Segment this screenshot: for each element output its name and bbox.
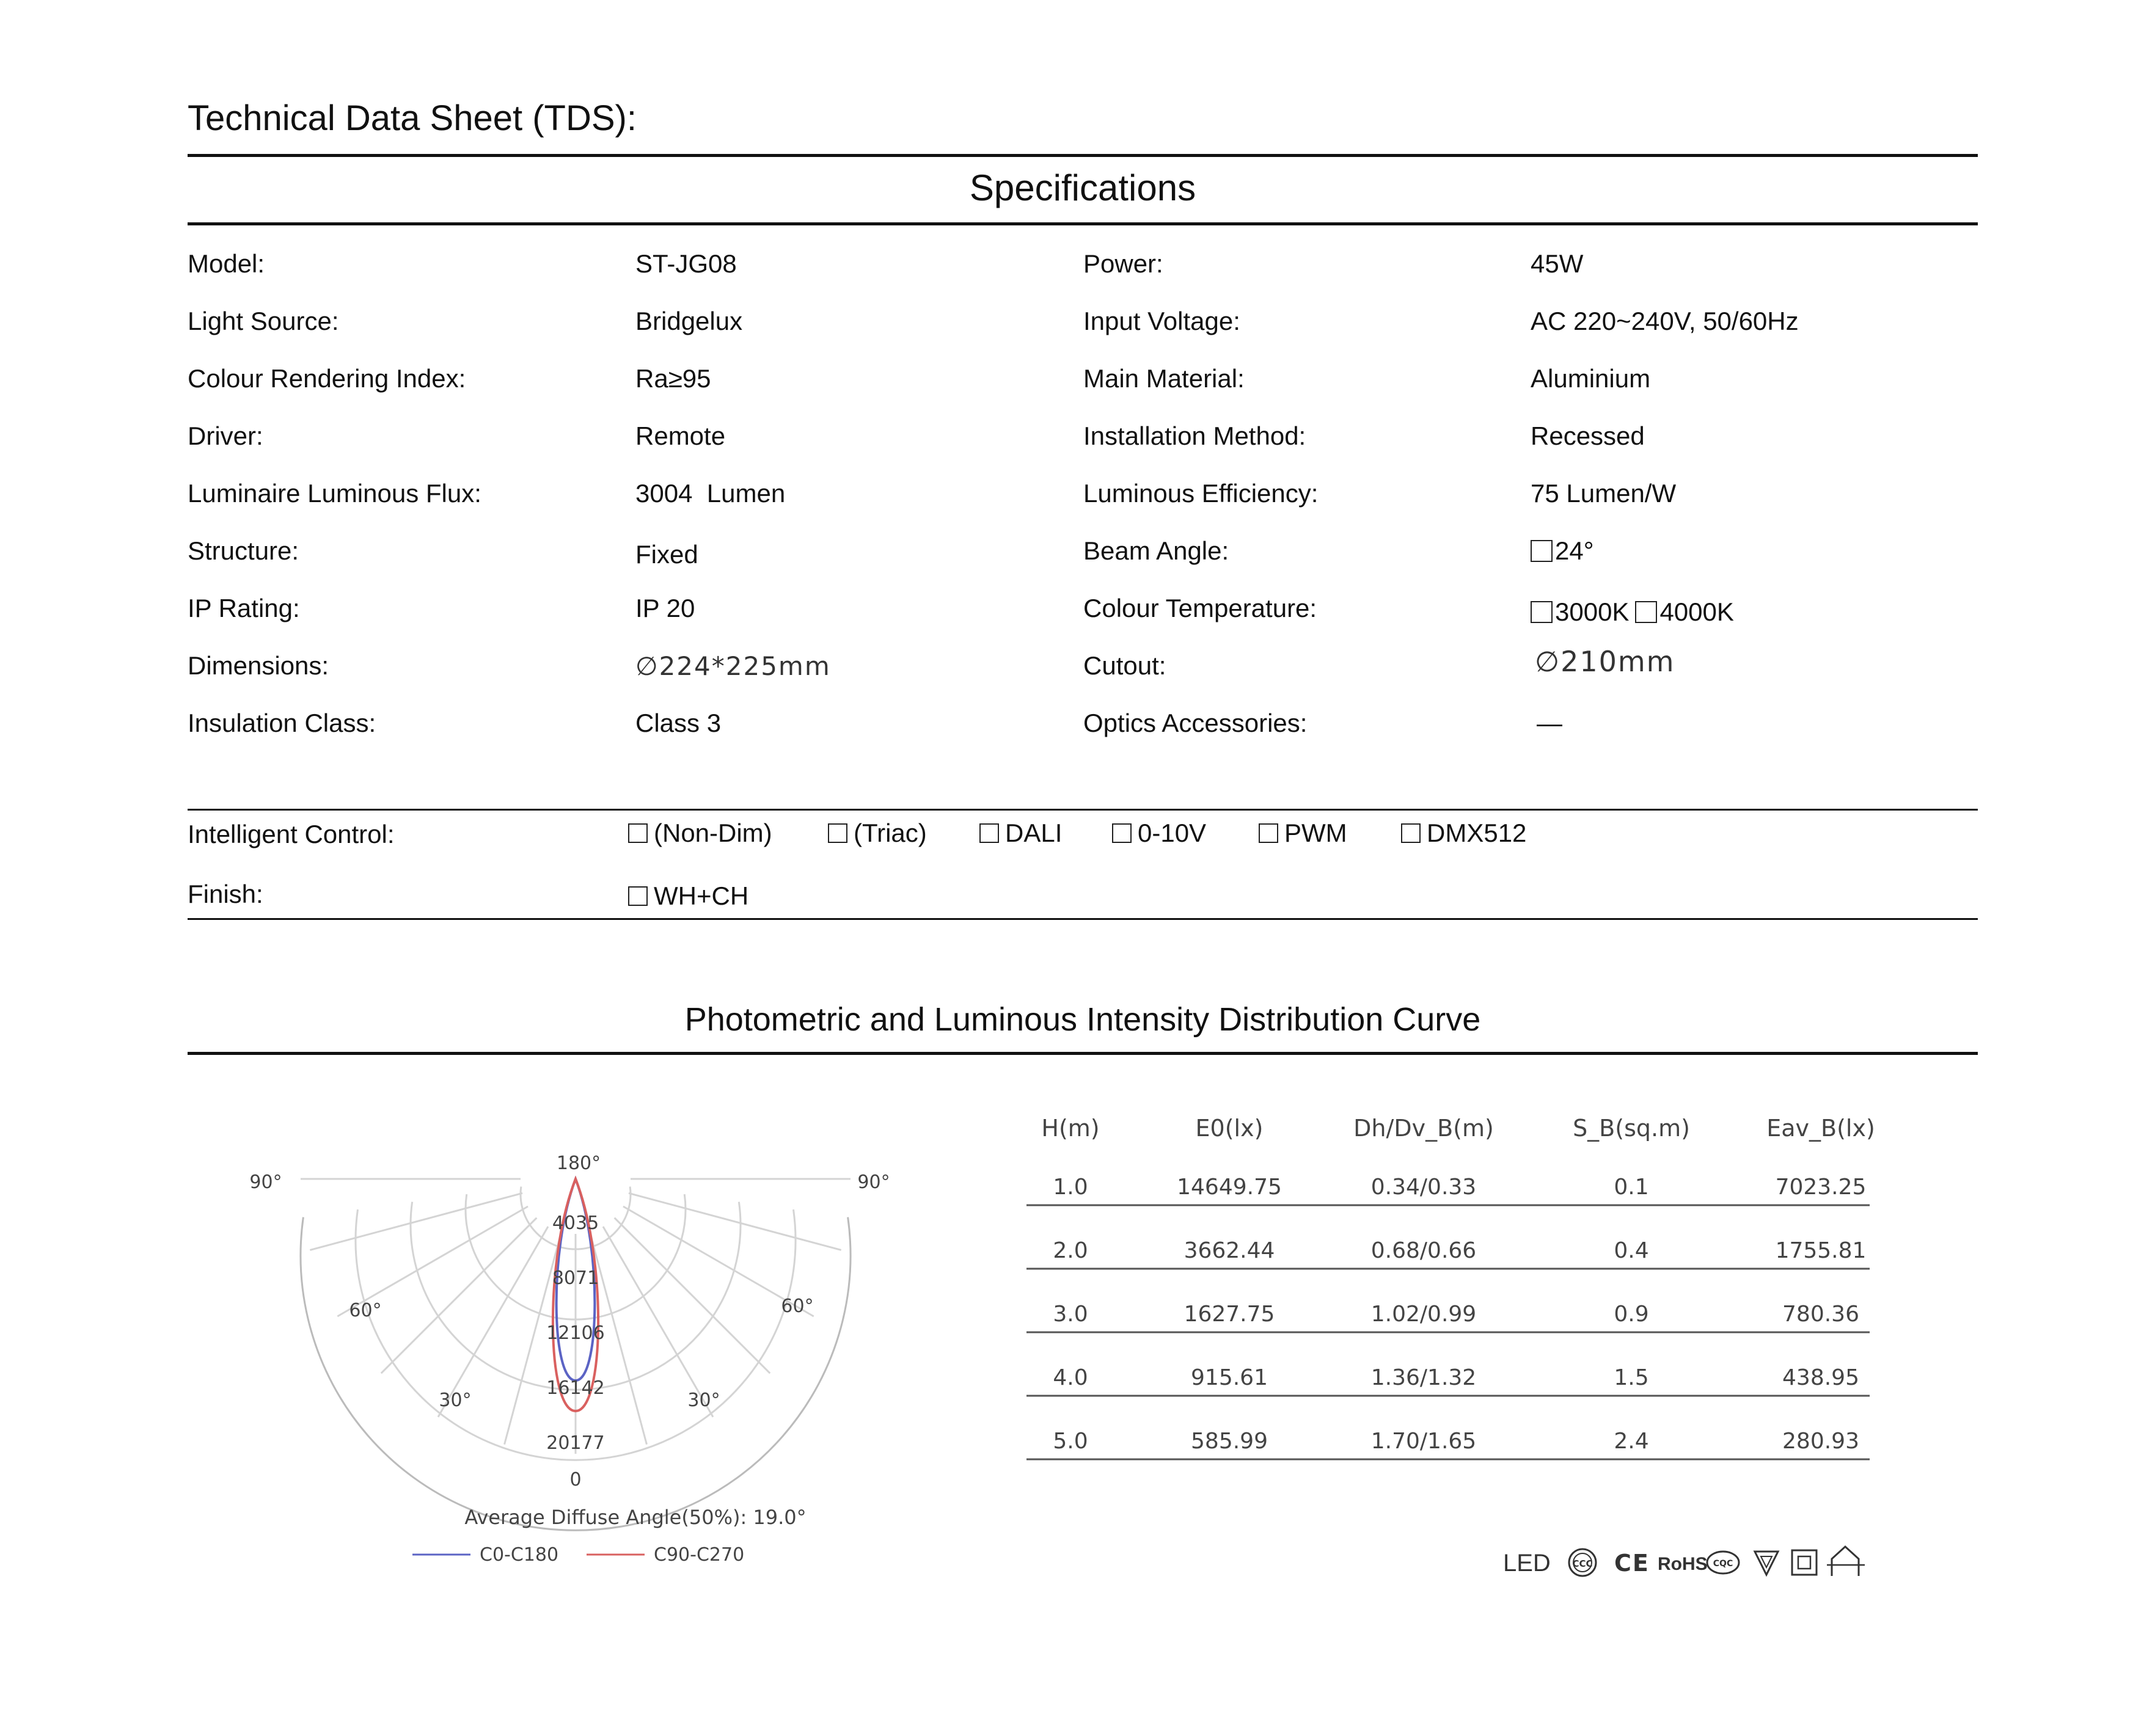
angle-label-0: 0: [569, 1469, 582, 1490]
specifications-divider: [188, 222, 1978, 225]
table-cell-e0: 585.99: [1191, 1429, 1268, 1454]
control-non-dim-checkbox[interactable]: [628, 823, 648, 843]
spec-value-optics-accessories: —: [1537, 709, 1562, 737]
angle-label-right-30: 30°: [687, 1390, 720, 1411]
angle-label-180: 180°: [556, 1153, 601, 1174]
finish-wh-ch-checkbox[interactable]: [628, 886, 648, 906]
spec-value-cri: Ra≥95: [635, 364, 711, 393]
spec-value-model: ST-JG08: [635, 249, 737, 278]
table-cell-dh-dv: 0.68/0.66: [1370, 1238, 1477, 1263]
spec-label-structure: Structure:: [188, 536, 299, 565]
control-dali-checkbox[interactable]: [979, 823, 999, 843]
control-pwm-label: PWM: [1284, 819, 1347, 847]
table-cell-eav: 7023.25: [1775, 1175, 1867, 1200]
polar-radial-line: [603, 1227, 713, 1417]
angle-label-right-90: 90°: [857, 1172, 890, 1193]
illuminance-table: [1026, 1100, 1882, 1478]
control-triac-checkbox[interactable]: [828, 823, 847, 843]
ring-label-4: 16142: [546, 1377, 605, 1399]
beam-angle-checkbox[interactable]: [1531, 540, 1553, 562]
spec-label-colour-temperature: Colour Temperature:: [1083, 594, 1317, 622]
table-cell-dh-dv: 1.70/1.65: [1370, 1429, 1477, 1454]
cqc-icon: [1707, 1552, 1739, 1574]
ce-icon: CE: [1614, 1550, 1650, 1577]
document-title: Technical Data Sheet (TDS):: [188, 98, 637, 138]
spec-value-colour-temp-3000k: 3000K: [1555, 597, 1630, 626]
table-row: [1026, 1238, 1870, 1269]
spec-value-beam-angle: 24°: [1555, 536, 1594, 565]
table-cell-s-b: 0.9: [1614, 1302, 1649, 1327]
rohs-icon: RoHS: [1658, 1554, 1708, 1574]
control-option-triac[interactable]: [828, 819, 927, 848]
control-option-pwm[interactable]: [1259, 819, 1347, 848]
table-cell-eav: 438.95: [1782, 1365, 1859, 1390]
table-row: [1026, 1175, 1870, 1205]
table-header-h: H(m): [1041, 1115, 1100, 1142]
table-cell-h: 5.0: [1053, 1429, 1088, 1454]
table-header-eav: Eav_B(lx): [1766, 1115, 1875, 1142]
spec-label-optics-accessories: Optics Accessories:: [1083, 709, 1308, 737]
angle-label-left-30: 30°: [439, 1390, 472, 1411]
intelligent-control-label: Intelligent Control:: [188, 820, 395, 848]
table-row: [1026, 1302, 1870, 1332]
polar-radial-line: [615, 1218, 770, 1374]
spec-value-luminous-efficiency: 75 Lumen/W: [1531, 479, 1677, 508]
angle-label-left-90: 90°: [249, 1172, 282, 1193]
spec-label-luminous-flux: Luminaire Luminous Flux:: [188, 479, 481, 508]
control-0-10v-label: 0-10V: [1138, 819, 1207, 847]
spec-label-main-material: Main Material:: [1083, 364, 1245, 393]
legend-label-c90-c270: C90-C270: [654, 1544, 745, 1566]
spec-value-cutout: ∅210mm: [1535, 645, 1675, 678]
spec-label-model: Model:: [188, 249, 265, 278]
ring-label-2: 8071: [552, 1267, 599, 1289]
spec-label-power: Power:: [1083, 249, 1163, 278]
spec-value-power: 45W: [1531, 249, 1584, 278]
ring-label-1: 4035: [552, 1213, 599, 1234]
polar-radial-line: [310, 1193, 522, 1250]
spec-value-main-material: Aluminium: [1531, 364, 1651, 393]
photometric-title: Photometric and Luminous Intensity Distribution Curve: [684, 1001, 1481, 1038]
table-header-dh-dv: Dh/Dv_B(m): [1353, 1115, 1494, 1142]
finish-option-wh-ch[interactable]: [628, 881, 748, 911]
spec-label-insulation-class: Insulation Class:: [188, 709, 376, 737]
cert-led: LED: [1503, 1550, 1551, 1577]
polar-distribution-chart: [232, 1100, 929, 1600]
table-cell-e0: 915.61: [1191, 1365, 1268, 1390]
table-cell-eav: 780.36: [1782, 1302, 1859, 1327]
table-header-row: [1041, 1115, 1875, 1142]
polar-radial-line: [629, 1193, 841, 1250]
table-cell-s-b: 0.1: [1614, 1175, 1649, 1200]
spec-label-luminous-efficiency: Luminous Efficiency:: [1083, 479, 1319, 508]
spec-label-ip-rating: IP Rating:: [188, 594, 300, 622]
spec-label-input-voltage: Input Voltage:: [1083, 307, 1240, 335]
table-cell-h: 2.0: [1053, 1238, 1088, 1263]
table-header-s-b: S_B(sq.m): [1573, 1115, 1690, 1142]
angle-label-left-60: 60°: [349, 1300, 382, 1321]
spec-label-light-source: Light Source:: [188, 307, 339, 335]
spec-value-luminous-flux: 3004 Lumen: [635, 479, 786, 508]
colour-temp-4000k-checkbox[interactable]: [1635, 601, 1657, 623]
double-insulation-icon: [1792, 1550, 1817, 1575]
spec-label-dimensions: Dimensions:: [188, 651, 329, 680]
table-cell-dh-dv: 1.02/0.99: [1370, 1302, 1477, 1327]
control-0-10v-checkbox[interactable]: [1112, 823, 1132, 843]
control-dmx512-label: DMX512: [1427, 819, 1527, 847]
spec-value-colour-temp-4000k: 4000K: [1659, 597, 1734, 626]
control-dmx512-checkbox[interactable]: [1401, 823, 1421, 843]
triangle-mark-icon: [1755, 1552, 1778, 1575]
spec-value-input-voltage: AC 220~240V, 50/60Hz: [1531, 307, 1799, 335]
indoor-use-icon: [1827, 1547, 1865, 1576]
spec-label-driver: Driver:: [188, 421, 263, 450]
table-cell-s-b: 2.4: [1614, 1429, 1649, 1454]
polar-radial-line: [438, 1227, 548, 1417]
table-cell-eav: 1755.81: [1775, 1238, 1867, 1263]
spec-label-cri: Colour Rendering Index:: [188, 364, 466, 393]
spec-value-installation-method: Recessed: [1531, 421, 1645, 450]
table-row: [1026, 1429, 1870, 1459]
table-cell-s-b: 0.4: [1614, 1238, 1649, 1263]
table-cell-dh-dv: 0.34/0.33: [1370, 1175, 1477, 1200]
table-cell-dh-dv: 1.36/1.32: [1370, 1365, 1477, 1390]
ccc-icon: [1569, 1549, 1596, 1576]
photometric-divider: [188, 1052, 1978, 1055]
table-cell-h: 4.0: [1053, 1365, 1088, 1390]
table-cell-h: 3.0: [1053, 1302, 1088, 1327]
table-cell-e0: 3662.44: [1184, 1238, 1275, 1263]
ring-label-5: 20177: [546, 1432, 605, 1454]
table-cell-s-b: 1.5: [1614, 1365, 1649, 1390]
table-cell-h: 1.0: [1053, 1175, 1088, 1200]
spec-label-cutout: Cutout:: [1083, 651, 1166, 680]
spec-value-light-source: Bridgelux: [635, 307, 743, 335]
control-option-dmx512[interactable]: [1401, 819, 1526, 848]
cert-cqc-text: CQC: [1713, 1559, 1733, 1569]
table-header-e0: E0(lx): [1195, 1115, 1264, 1142]
title-divider: [188, 154, 1978, 157]
finish-label: Finish:: [188, 880, 263, 908]
spec-value-dimensions: ∅224*225mm: [635, 651, 831, 681]
spec-beam-angle-option[interactable]: [1531, 536, 1594, 566]
colour-temp-3000k-checkbox[interactable]: [1531, 601, 1553, 623]
polar-caption: Average Diffuse Angle(50%): 19.0°: [464, 1506, 807, 1529]
spec-value-structure: Fixed: [635, 540, 698, 569]
table-cell-e0: 14649.75: [1177, 1175, 1282, 1200]
control-triac-label: (Triac): [854, 819, 927, 847]
control-bottom-divider: [188, 918, 1978, 920]
control-option-0-10v[interactable]: [1112, 819, 1206, 848]
ring-label-3: 12106: [546, 1322, 605, 1344]
table-row: [1026, 1365, 1870, 1396]
control-option-dali[interactable]: [979, 819, 1062, 848]
table-cell-eav: 280.93: [1782, 1429, 1859, 1454]
spec-label-beam-angle: Beam Angle:: [1083, 536, 1229, 565]
legend-label-c0-c180: C0-C180: [480, 1544, 559, 1566]
table-cell-e0: 1627.75: [1184, 1302, 1275, 1327]
table-rows: [1026, 1175, 1870, 1459]
control-dali-label: DALI: [1005, 819, 1063, 847]
specifications-title: Specifications: [969, 167, 1196, 208]
certification-marks: [1503, 1539, 1894, 1588]
control-option-non-dim[interactable]: [628, 819, 772, 848]
control-top-divider: [188, 809, 1978, 811]
spec-value-ip-rating: IP 20: [635, 594, 695, 622]
finish-wh-ch-label: WH+CH: [654, 881, 749, 910]
polar-radial-line: [381, 1218, 537, 1374]
angle-label-right-60: 60°: [781, 1296, 814, 1317]
spec-value-insulation-class: Class 3: [635, 709, 722, 737]
spec-label-installation-method: Installation Method:: [1083, 421, 1306, 450]
spec-value-driver: Remote: [635, 421, 726, 450]
cert-ccc-text: CCC: [1572, 1558, 1593, 1569]
control-pwm-checkbox[interactable]: [1259, 823, 1278, 843]
control-non-dim-label: (Non-Dim): [654, 819, 772, 847]
spec-colour-temperature-options: [1531, 597, 1734, 627]
